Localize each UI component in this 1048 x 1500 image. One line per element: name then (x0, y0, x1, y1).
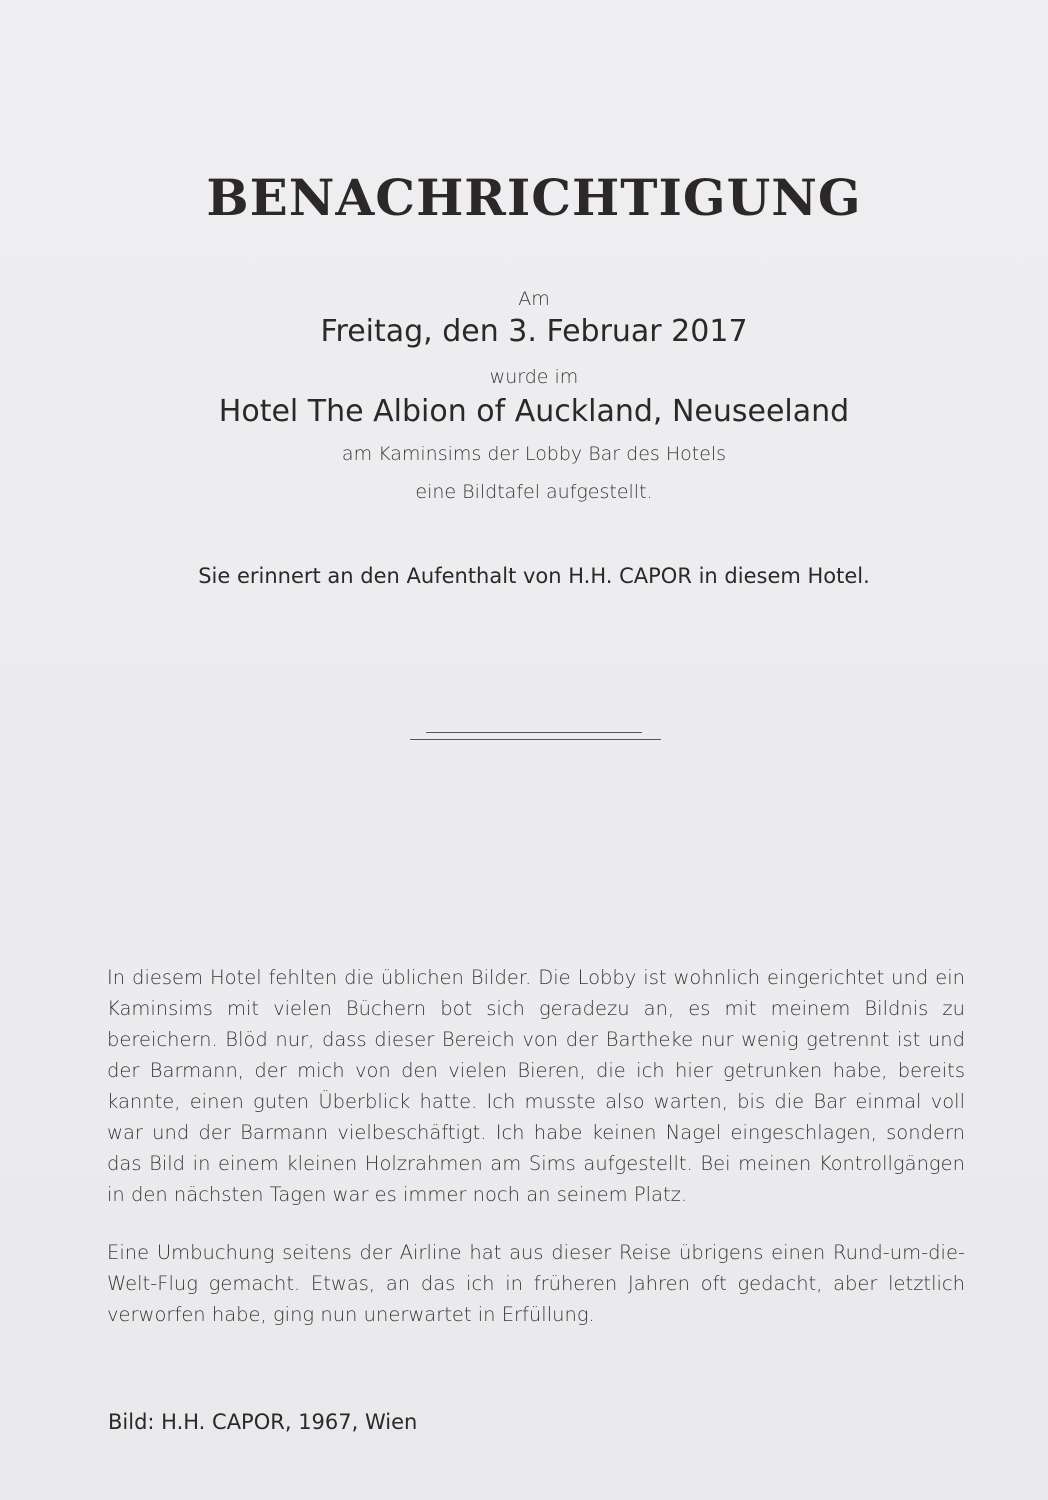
intro-am: Am (518, 288, 550, 310)
event-date: Freitag, den 3. Februar 2017 (320, 314, 748, 349)
story-paragraph-2: Eine Umbuchung seitens der Airline hat aus dieser Reise übrigens einen Rund-um-die-Welt-Flug gemacht. Etwas, an das ich in früheren Jahren oft gedacht, aber letztlich verworfen habe, ging nun unerwartet in Erfüllung. (107, 1241, 965, 1326)
intro-wurde: wurde im (489, 366, 579, 388)
placement-action: eine Bildtafel aufgestellt. (415, 481, 653, 503)
placement-location: am Kaminsims der Lobby Bar des Hotels (341, 443, 727, 465)
document-title: BENACHRICHTIGUNG (206, 168, 862, 227)
story-paragraph-1: In diesem Hotel fehlten die üblichen Bilder. Die Lobby ist wohnlich eingerichtet und ein Kaminsims mit vielen Büchern bot sich geradezu an, es mit meinem Bildnis zu bereichern. Blöd nur, dass dieser Bereich von der Bartheke nur wenig getrennt ist und der Barmann, der mich von den vielen Bieren, die ich hier getrunken habe, bereits kannte, einen guten Überblick hatte. Ich musste also warten, bis die Bar einmal voll war und der Barmann vielbeschäftigt. Ich habe keinen Nagel eingeschlagen, sondern das Bild in einem kleinen Holzrahmen am Sims aufgestellt. Bei meinen Kontrollgängen in den nächsten Tagen war es immer noch an seinem Platz. (107, 966, 965, 1206)
signature-line-lower (410, 739, 661, 740)
memorial-statement: Sie erinnert an den Aufenthalt von H.H. CAPOR in diesem Hotel. (198, 564, 870, 588)
image-credit: Bild: H.H. CAPOR, 1967, Wien (108, 1410, 418, 1434)
signature-line-upper (426, 732, 642, 733)
hotel-name: Hotel The Albion of Auckland, Neuseeland (218, 394, 850, 429)
